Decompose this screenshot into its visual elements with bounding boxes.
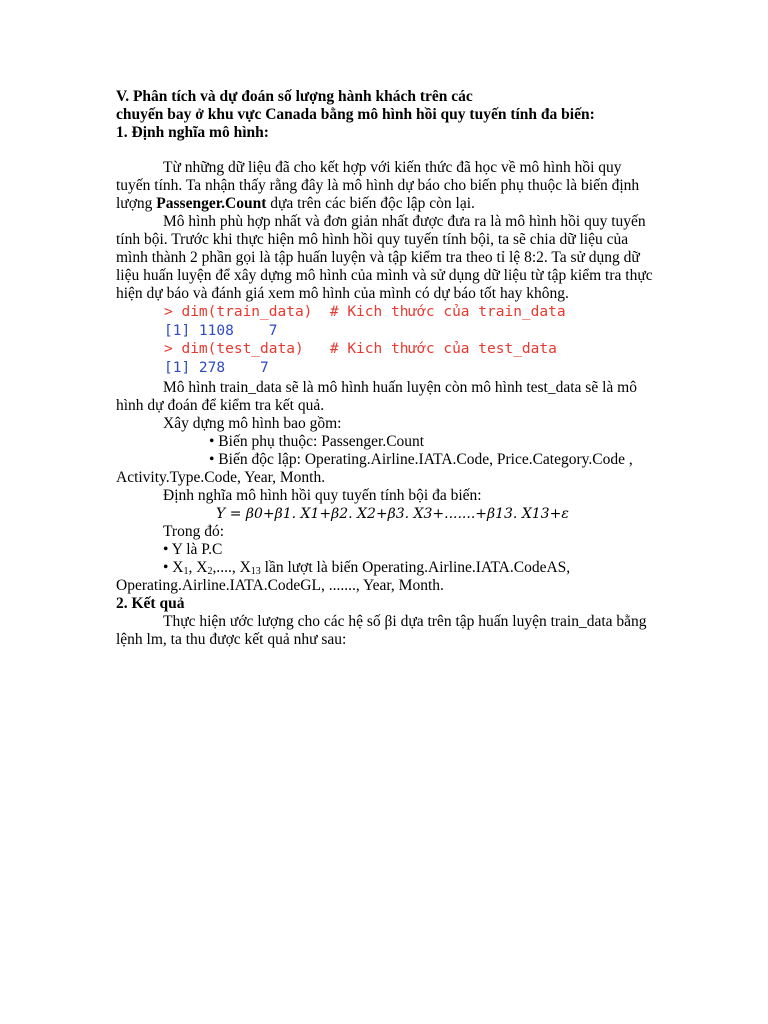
subsection-2-heading: 2. Kết quả bbox=[116, 595, 185, 612]
bullet-x-definition: • $X_1$, $X_2$,...., $X_{13}$ lần lượt là biến Operating.Airline.IATA.CodeAS, Operating.Airline.IATA.CodeGL, ......., Year, Month. bbox=[116, 559, 571, 594]
section-title-line-2: chuyến bay ở khu vực Canada bằng mô hình hồi quy tuyến tính đa biến: bbox=[116, 106, 595, 123]
paragraph-train-test: Mô hình train_data sẽ là mô hình huấn luyện còn mô hình test_data sẽ là mô hình dự đoán để kiểm tra kết quả. bbox=[116, 379, 637, 414]
r-output-test: [1] 278 7 bbox=[164, 359, 269, 376]
bullet-independent-variables: • Biến độc lập: Operating.Airline.IATA.Code, Price.Category.Code , Activity.Type.Code, Year, Month. bbox=[116, 451, 633, 486]
section-title-line-1: V. Phân tích và dự đoán số lượng hành khách trên các bbox=[116, 88, 473, 105]
model-definition-line: Định nghĩa mô hình hồi quy tuyến tính bội đa biến: bbox=[163, 487, 482, 504]
where-label: Trong đó: bbox=[163, 523, 225, 540]
subsection-1-heading: 1. Định nghĩa mô hình: bbox=[116, 124, 269, 141]
paragraph-model-choice: Mô hình phù hợp nhất và đơn giản nhất được đưa ra là mô hình hồi quy tuyến tính bội. Trước khi thực hiện mô hình hồi quy tuyến tính bội, ta sẽ chia dữ liệu của mình thành 2 phần gọi là tập huấn luyện và tập kiểm tra theo tỉ lệ 8:2. Ta sử dụng dữ liệu huấn luyện để xây dựng mô hình của mình và sử dụng dữ liệu từ tập kiểm tra thực hiện dự báo và đánh giá xem mô hình của mình có dự báo tốt hay không. bbox=[116, 213, 653, 302]
r-output-train: [1] 1108 7 bbox=[164, 322, 278, 339]
paragraph-intro: Từ những dữ liệu đã cho kết hợp với kiến thức đã học về mô hình hồi quy tuyến tính. Ta nhận thấy rằng đây là mô hình dự báo cho biến phụ thuộc là biến định lượng Passenger.Count dựa trên các biến độc lập còn lại. bbox=[116, 159, 640, 212]
bullet-dependent-variable: • Biến phụ thuộc: Passenger.Count bbox=[209, 433, 425, 450]
r-console-screenshot bbox=[164, 303, 656, 377]
regression-formula: Y = β0+β1. X1+β2. X2+β3. X3+.......+β13. X13+ε bbox=[216, 506, 569, 522]
page-content bbox=[116, 88, 656, 649]
r-command-test: > dim(test_data) # Kich thước của test_data bbox=[164, 341, 557, 357]
paragraph-estimation: Thực hiện ước lượng cho các hệ số βi dựa trên tập huấn luyện train_data bằng lệnh lm, ta thu được kết quả như sau: bbox=[116, 613, 647, 648]
variable-name-bold: Passenger.Count bbox=[156, 195, 267, 212]
bullet-y-definition: • Y là P.C bbox=[163, 541, 223, 558]
r-command-train: > dim(train_data) # Kich thước của train_data bbox=[164, 304, 566, 320]
build-intro: Xây dựng mô hình bao gồm: bbox=[163, 415, 342, 432]
